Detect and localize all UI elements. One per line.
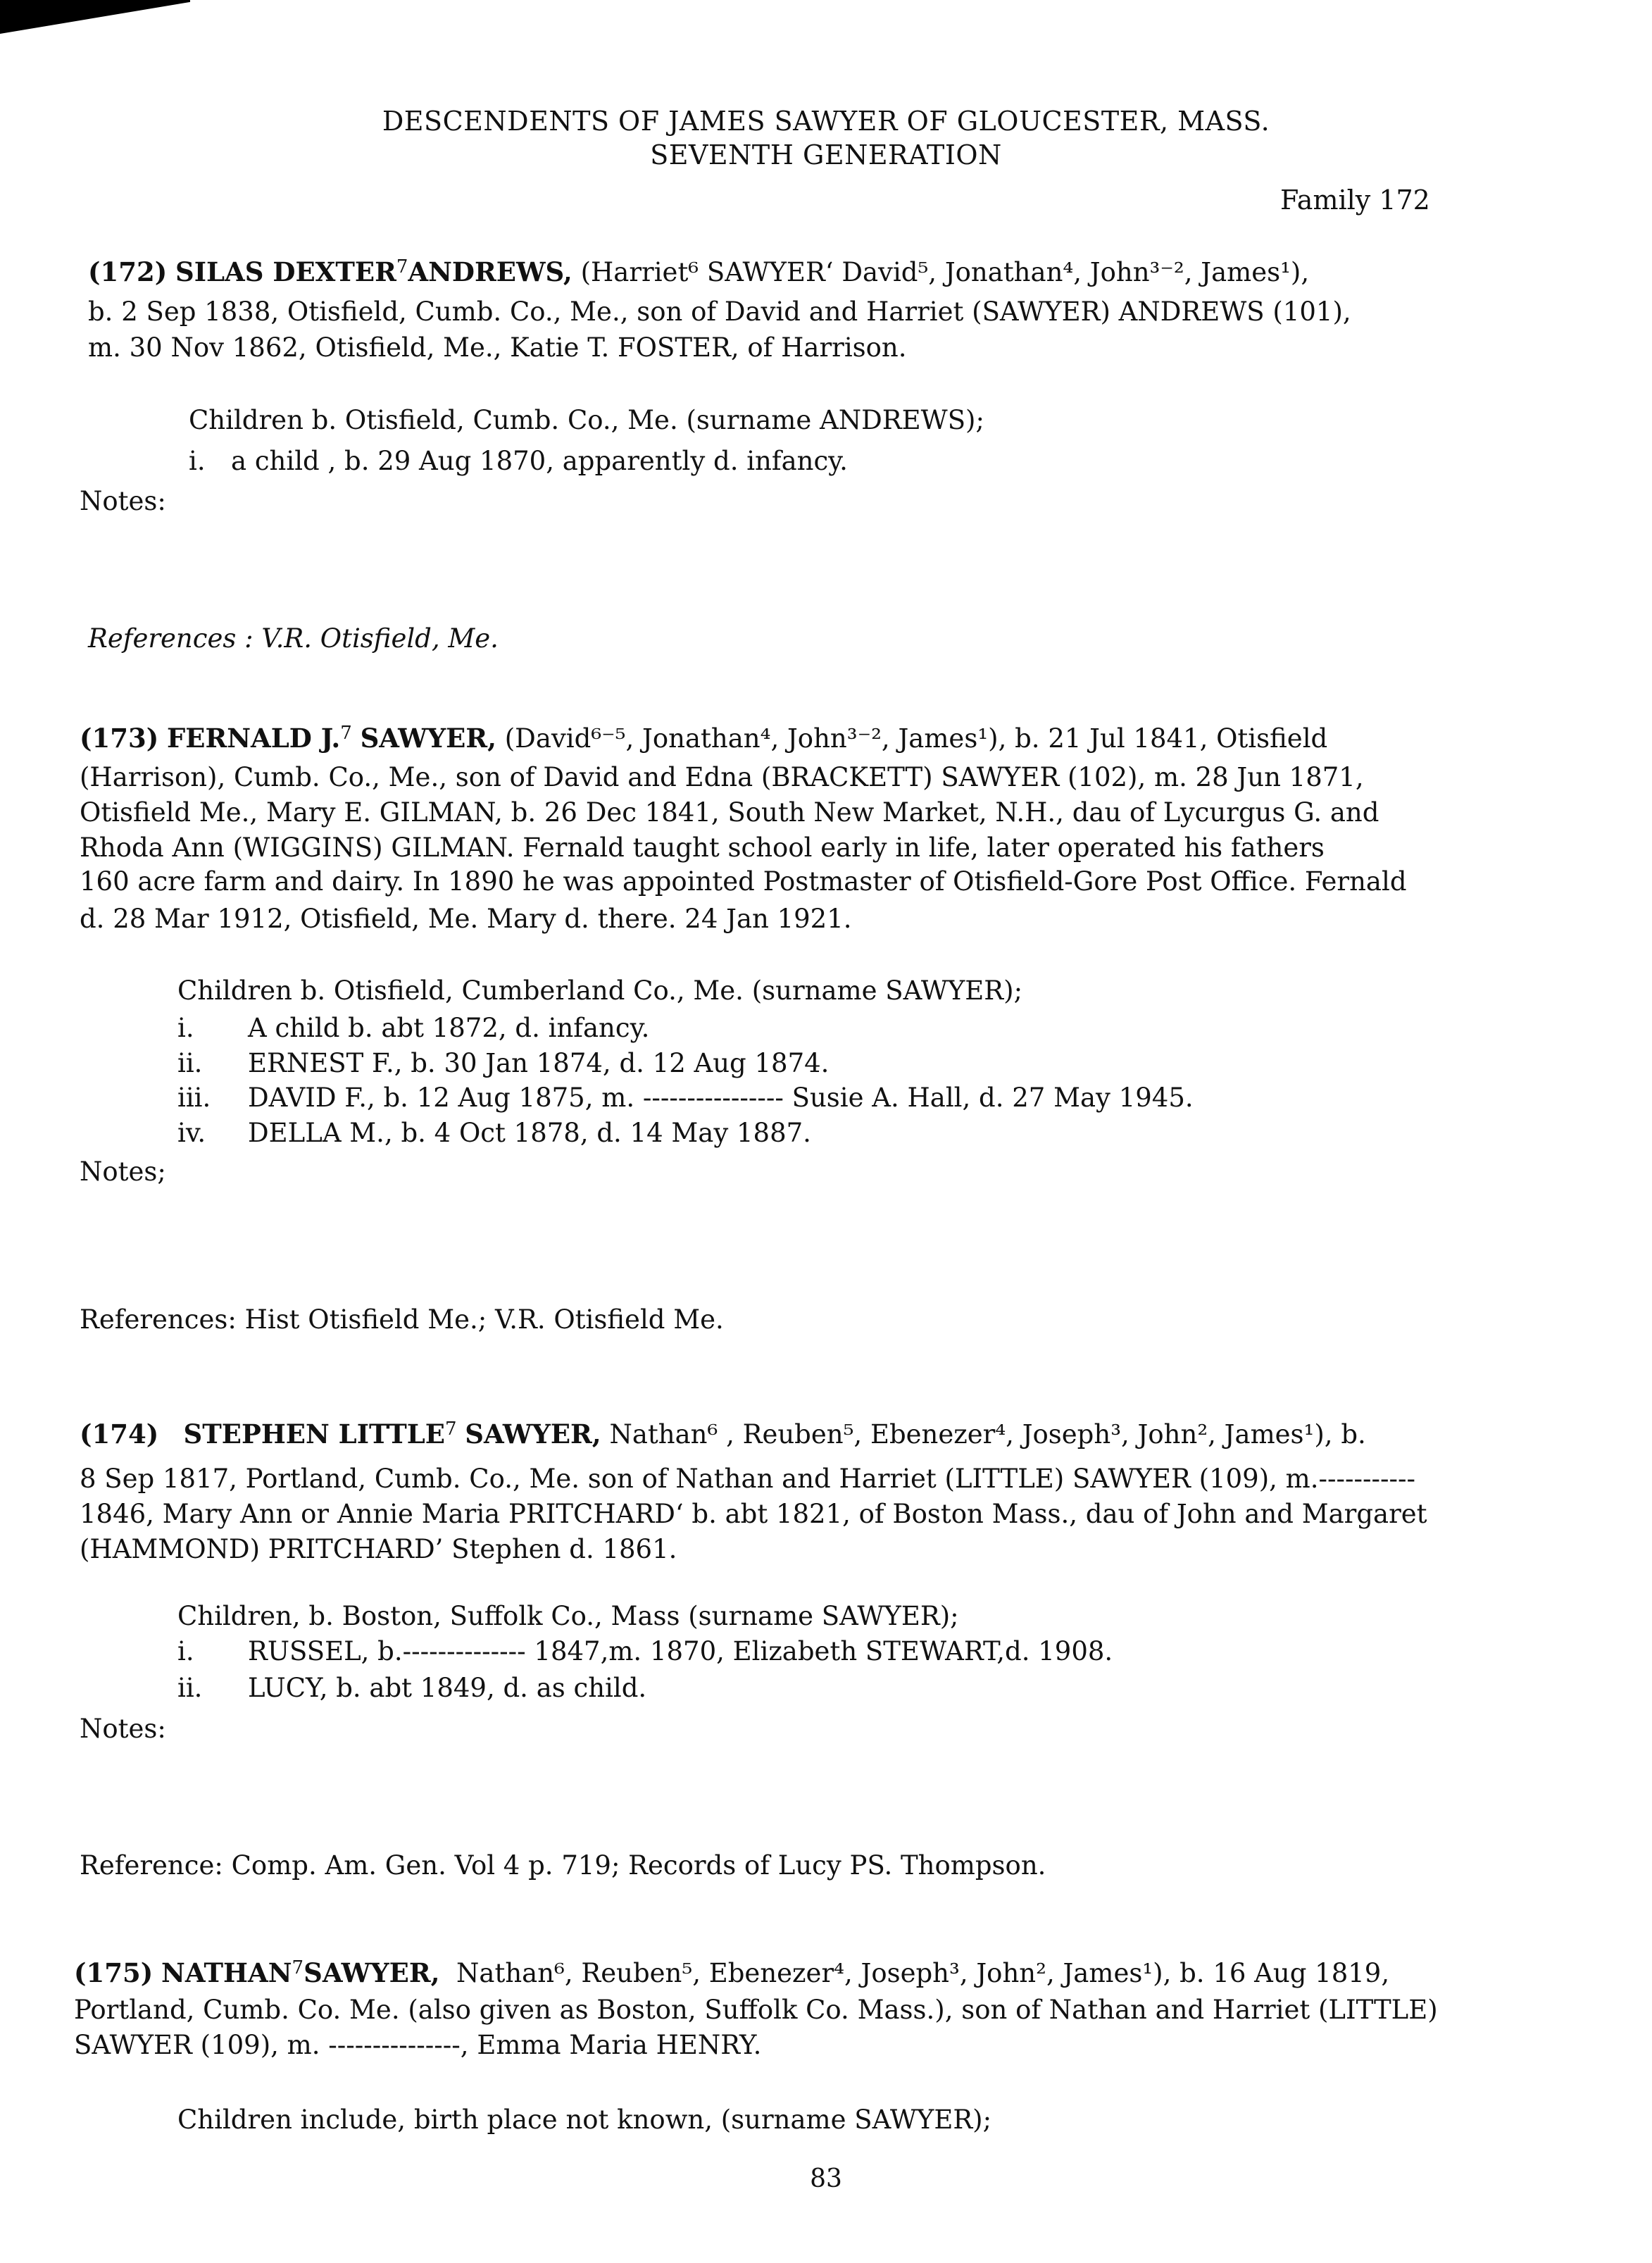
entry-173-line-2: (Harrison), Cumb. Co., Me., son of David and Edna (BRACKETT) SAWYER (102), m. 28 Jun 1871, bbox=[80, 762, 1364, 792]
child-item bbox=[189, 448, 848, 474]
generation-number: 7 bbox=[292, 1957, 304, 1978]
generation-number: 7 bbox=[444, 1419, 457, 1440]
children-heading: Children b. Otisfield, Cumb. Co., Me. (surname ANDREWS); bbox=[189, 405, 984, 435]
entry-174-line-4: (HAMMOND) PRITCHARD’ Stephen d. 1861. bbox=[80, 1534, 677, 1564]
page-subtitle: SEVENTH GENERATION bbox=[650, 139, 1002, 170]
children-heading: Children b. Otisfield, Cumberland Co., Me. (surname SAWYER); bbox=[177, 975, 1023, 1006]
person-name: SILAS DEXTER bbox=[175, 256, 396, 287]
child-text: DAVID F., b. 12 Aug 1875, m. ---------------- Susie A. Hall, d. 27 May 1945. bbox=[248, 1083, 1194, 1113]
child-item bbox=[177, 1638, 1113, 1664]
child-numeral: i. bbox=[177, 1013, 194, 1043]
child-numeral: ii. bbox=[177, 1048, 203, 1078]
person-surname: ANDREWS, bbox=[408, 256, 572, 287]
entry-number: (175) bbox=[74, 1957, 154, 1988]
page-title: DESCENDENTS OF JAMES SAWYER OF GLOUCESTER, MASS. bbox=[382, 106, 1270, 137]
entry-173-line-5: 160 acre farm and dairy. In 1890 he was appointed Postmaster of Otisfield-Gore Post Office. Fernald bbox=[80, 866, 1407, 897]
entry-175-heading bbox=[74, 1957, 1390, 1988]
entry-174-line-2: 8 Sep 1817, Portland, Cumb. Co., Me. son of Nathan and Harriet (LITTLE) SAWYER (109), m.----------- bbox=[80, 1464, 1416, 1494]
entry-number: (172) bbox=[88, 256, 168, 287]
person-surname: SAWYER, bbox=[304, 1957, 440, 1988]
ancestry: (Harriet⁶ SAWYER‘ David⁵, Jonathan⁴, John³⁻², James¹), bbox=[580, 257, 1310, 287]
child-text: LUCY, b. abt 1849, d. as child. bbox=[248, 1673, 647, 1703]
child-text: a child , b. 29 Aug 1870, apparently d. infancy. bbox=[231, 446, 848, 476]
entry-number: (174) bbox=[80, 1419, 159, 1450]
entry-173-line-3: Otisfield Me., Mary E. GILMAN, b. 26 Dec 1841, South New Market, N.H., dau of Lycurgus G. and bbox=[80, 797, 1379, 828]
child-item bbox=[177, 1120, 811, 1146]
person-surname: SAWYER, bbox=[465, 1419, 601, 1450]
child-item bbox=[177, 1085, 1194, 1111]
entry-174-line-3: 1846, Mary Ann or Annie Maria PRITCHARD‘ b. abt 1821, of Boston Mass., dau of John and Margaret bbox=[80, 1499, 1427, 1529]
generation-number: 7 bbox=[340, 723, 352, 744]
entry-174-heading bbox=[80, 1419, 1366, 1450]
person-name: STEPHEN LITTLE bbox=[183, 1419, 445, 1450]
entry-172-heading bbox=[88, 256, 1310, 287]
children-heading: Children include, birth place not known, (surname SAWYER); bbox=[177, 2105, 992, 2135]
notes-label: Notes: bbox=[80, 486, 166, 516]
family-label: Family 172 bbox=[1280, 185, 1430, 216]
child-text: ERNEST F., b. 30 Jan 1874, d. 12 Aug 1874. bbox=[248, 1048, 830, 1078]
child-text: DELLA M., b. 4 Oct 1878, d. 14 May 1887. bbox=[248, 1118, 811, 1148]
entry-number: (173) bbox=[80, 723, 159, 754]
child-numeral: iv. bbox=[177, 1118, 206, 1148]
generation-number: 7 bbox=[396, 256, 408, 278]
references: References : V.R. Otisfield, Me. bbox=[88, 623, 499, 654]
ancestry: (David⁶⁻⁵, Jonathan⁴, John³⁻², James¹), b. 21 Jul 1841, Otisfield bbox=[504, 723, 1328, 754]
ancestry: Nathan⁶, Reuben⁵, Ebenezer⁴, Joseph³, John², James¹), b. 16 Aug 1819, bbox=[456, 1958, 1390, 1988]
children-heading: Children, b. Boston, Suffolk Co., Mass (surname SAWYER); bbox=[177, 1601, 959, 1631]
child-item bbox=[177, 1015, 649, 1041]
child-text: A child b. abt 1872, d. infancy. bbox=[248, 1013, 650, 1043]
notes-label: Notes: bbox=[80, 1714, 166, 1744]
entry-172-line-2: b. 2 Sep 1838, Otisfield, Cumb. Co., Me., son of David and Harriet (SAWYER) ANDREWS (101), bbox=[88, 297, 1351, 327]
child-numeral: ii. bbox=[177, 1673, 203, 1703]
entry-175-line-2: Portland, Cumb. Co. Me. (also given as Boston, Suffolk Co. Mass.), son of Nathan and Harriet (LITTLE) bbox=[74, 1995, 1438, 2025]
child-numeral: i. bbox=[177, 1636, 194, 1666]
child-numeral: iii. bbox=[177, 1083, 211, 1113]
entry-173-line-4: Rhoda Ann (WIGGINS) GILMAN. Fernald taught school early in life, later operated his fathers bbox=[80, 833, 1325, 863]
child-item bbox=[177, 1050, 829, 1076]
page-number: 83 bbox=[810, 2164, 842, 2193]
child-numeral: i. bbox=[189, 446, 206, 476]
person-name: FERNALD J. bbox=[167, 723, 341, 754]
entry-173-line-6: d. 28 Mar 1912, Otisfield, Me. Mary d. there. 24 Jan 1921. bbox=[80, 904, 852, 934]
entry-172-line-3: m. 30 Nov 1862, Otisfield, Me., Katie T. FOSTER, of Harrison. bbox=[88, 332, 907, 363]
scan-edge-mark bbox=[0, 0, 190, 34]
entry-173-heading bbox=[80, 725, 1327, 752]
entry-175-line-3: SAWYER (109), m. ---------------, Emma Maria HENRY. bbox=[74, 2030, 762, 2060]
ancestry: Nathan⁶ , Reuben⁵, Ebenezer⁴, Joseph³, John², James¹), b. bbox=[609, 1419, 1366, 1450]
person-name: NATHAN bbox=[161, 1957, 292, 1988]
references: References: Hist Otisfield Me.; V.R. Otisfield Me. bbox=[80, 1304, 724, 1335]
child-text: RUSSEL, b.-------------- 1847,m. 1870, Elizabeth STEWART,d. 1908. bbox=[248, 1636, 1113, 1666]
references: Reference: Comp. Am. Gen. Vol 4 p. 719; Records of Lucy PS. Thompson. bbox=[80, 1850, 1046, 1881]
child-item bbox=[177, 1675, 646, 1701]
notes-label: Notes; bbox=[80, 1157, 166, 1187]
person-surname: SAWYER, bbox=[360, 723, 496, 754]
